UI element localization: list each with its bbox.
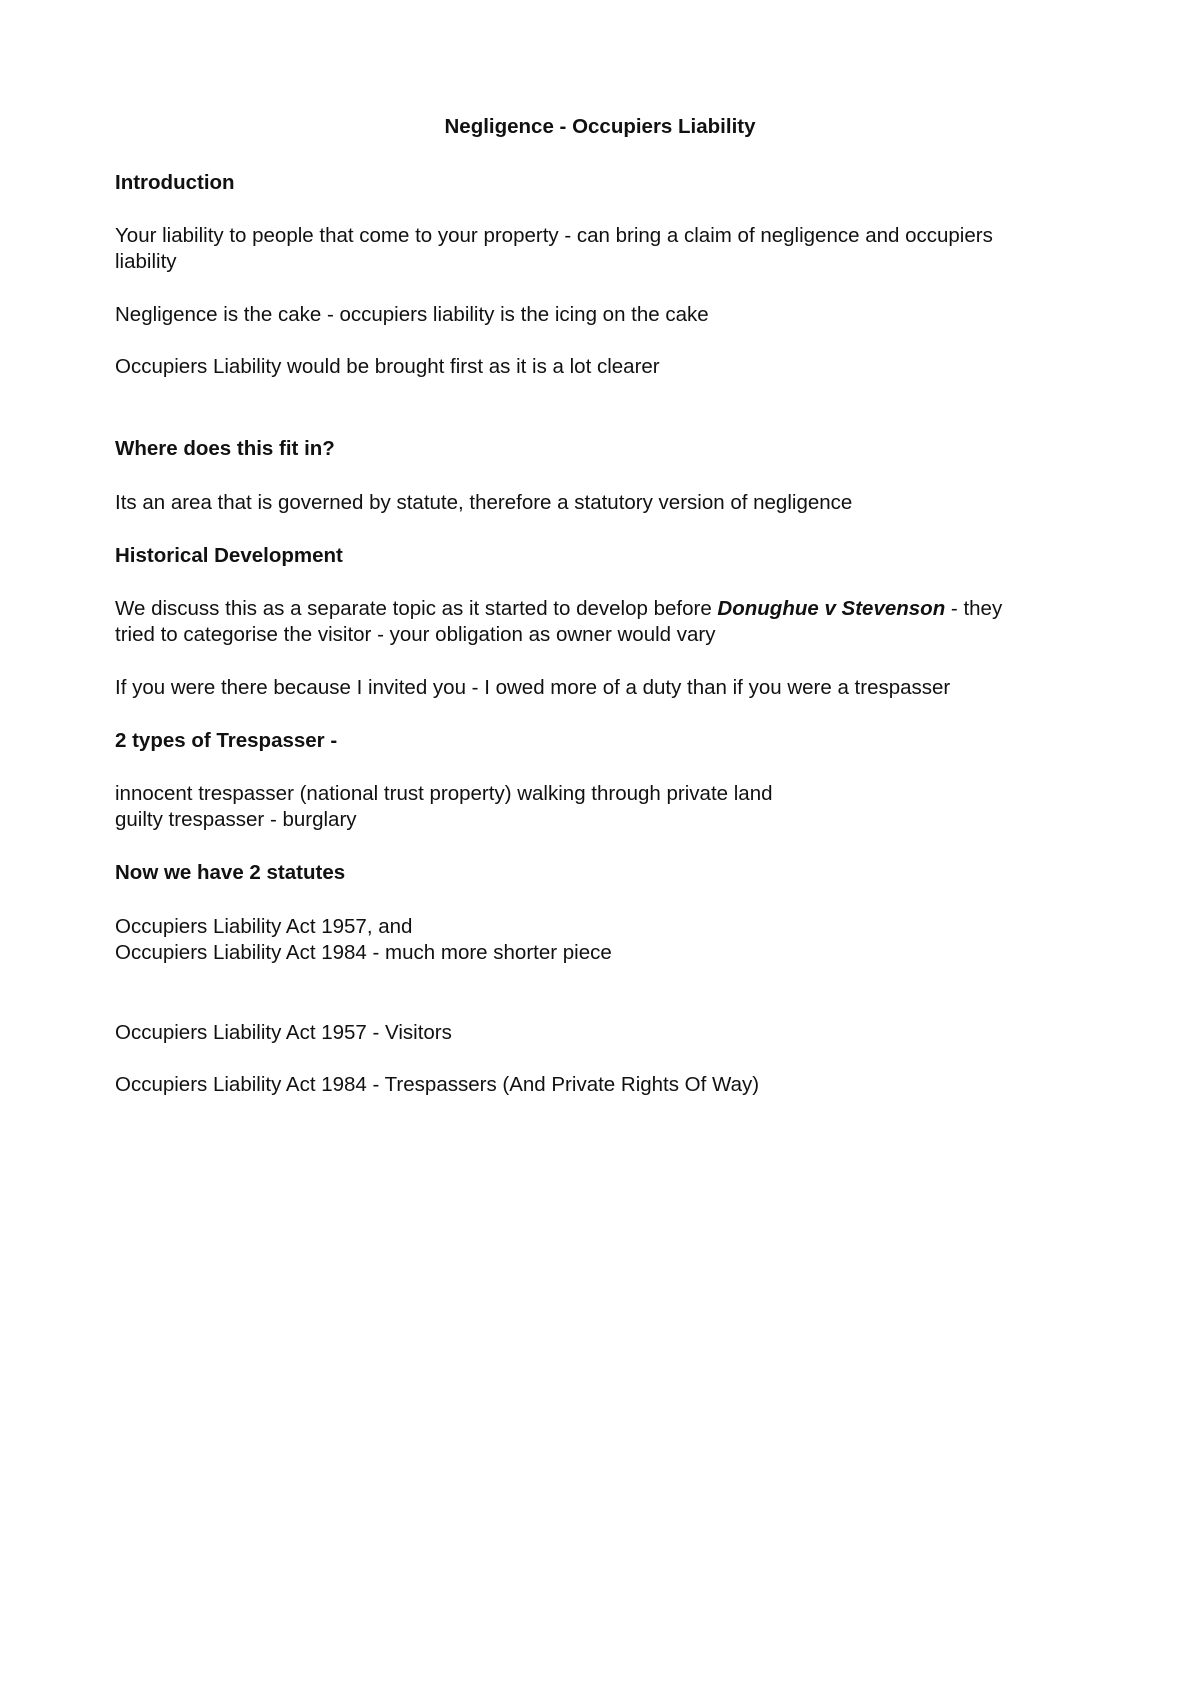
- statute-line-4: Occupiers Liability Act 1984 - Trespassers (And Private Rights Of Way): [115, 1073, 760, 1096]
- intro-paragraph-3: Occupiers Liability would be brought first as it is a lot clearer: [115, 355, 660, 378]
- trespasser-type-guilty: guilty trespasser - burglary: [115, 808, 357, 831]
- historical-paragraph-1-line-2: tried to categorise the visitor - your obligation as owner would vary: [115, 623, 716, 646]
- historical-paragraph-1-line-1: [115, 596, 1002, 622]
- heading-statutes: Now we have 2 statutes: [115, 861, 346, 884]
- where-fit-paragraph: Its an area that is governed by statute, therefore a statutory version of negligence: [115, 491, 853, 514]
- intro-paragraph-2: Negligence is the cake - occupiers liability is the icing on the cake: [115, 303, 709, 326]
- case-name: Donughue v Stevenson: [717, 597, 946, 620]
- heading-where-fit: Where does this fit in?: [115, 437, 335, 460]
- heading-trespasser-types: 2 types of Trespasser -: [115, 729, 338, 752]
- statute-line-1: Occupiers Liability Act 1957, and: [115, 915, 413, 938]
- historical-text-before-case: We discuss this as a separate topic as it started to develop before: [115, 597, 718, 620]
- intro-paragraph-1-line-2: liability: [115, 250, 177, 273]
- historical-text-after-case: - they: [945, 597, 1003, 620]
- statute-line-3: Occupiers Liability Act 1957 - Visitors: [115, 1021, 452, 1044]
- heading-historical-development: Historical Development: [115, 544, 343, 567]
- document-title: Negligence - Occupiers Liability: [444, 115, 756, 138]
- heading-introduction: Introduction: [115, 171, 235, 194]
- statute-line-2: Occupiers Liability Act 1984 - much more shorter piece: [115, 941, 612, 964]
- intro-paragraph-1-line-1: Your liability to people that come to your property - can bring a claim of negligence and occupiers: [115, 224, 993, 247]
- trespasser-type-innocent: innocent trespasser (national trust property) walking through private land: [115, 782, 773, 805]
- historical-paragraph-2: If you were there because I invited you - I owed more of a duty than if you were a trespasser: [115, 676, 951, 699]
